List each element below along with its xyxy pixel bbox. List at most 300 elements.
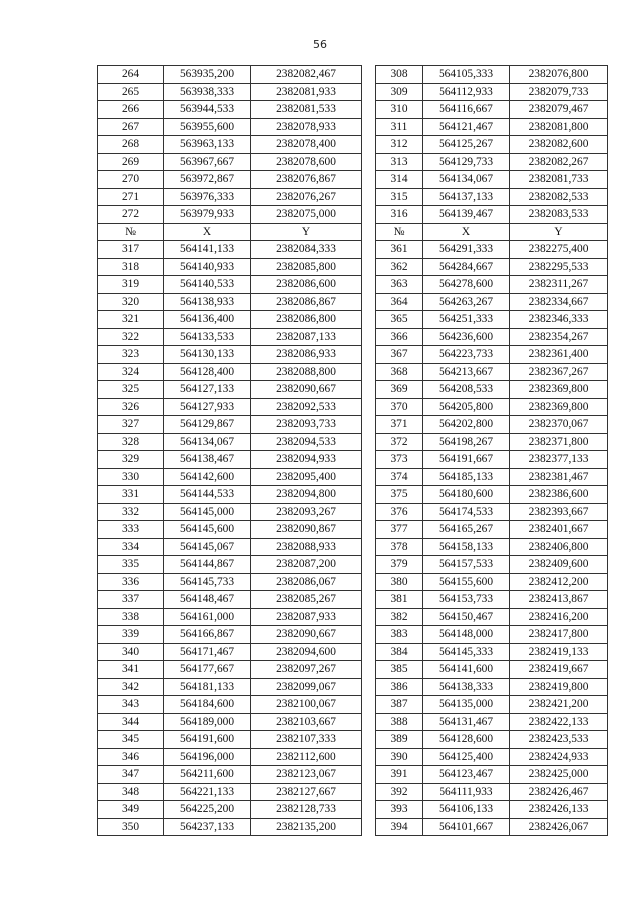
y-header: Y bbox=[251, 223, 362, 241]
table-row bbox=[98, 293, 608, 311]
y-coordinate-cell: 2382275,400 bbox=[510, 241, 608, 259]
x-coordinate-cell: 564166,867 bbox=[164, 626, 251, 644]
point-number-cell: 338 bbox=[98, 608, 164, 626]
x-coordinate-cell: 563935,200 bbox=[164, 66, 251, 84]
point-number-cell: 367 bbox=[376, 346, 423, 364]
y-coordinate-cell: 2382095,400 bbox=[251, 468, 362, 486]
x-coordinate-cell: 564134,067 bbox=[164, 433, 251, 451]
column-gap bbox=[362, 153, 376, 171]
point-number-cell: 383 bbox=[376, 626, 423, 644]
point-number-cell: 371 bbox=[376, 416, 423, 434]
x-coordinate-cell: 564128,600 bbox=[423, 731, 510, 749]
table-row bbox=[98, 188, 608, 206]
column-gap bbox=[362, 556, 376, 574]
y-coordinate-cell: 2382409,600 bbox=[510, 556, 608, 574]
table-row bbox=[98, 153, 608, 171]
point-number-cell: 312 bbox=[376, 136, 423, 154]
x-coordinate-cell: 564141,133 bbox=[164, 241, 251, 259]
y-coordinate-cell: 2382090,867 bbox=[251, 521, 362, 539]
x-coordinate-cell: 563955,600 bbox=[164, 118, 251, 136]
point-number-cell: 330 bbox=[98, 468, 164, 486]
table-row bbox=[98, 521, 608, 539]
point-number-cell: 265 bbox=[98, 83, 164, 101]
point-number-cell: 364 bbox=[376, 293, 423, 311]
point-number-cell: 267 bbox=[98, 118, 164, 136]
y-coordinate-cell: 2382082,600 bbox=[510, 136, 608, 154]
point-number-cell: 268 bbox=[98, 136, 164, 154]
y-coordinate-cell: 2382085,267 bbox=[251, 591, 362, 609]
column-gap bbox=[362, 643, 376, 661]
x-coordinate-cell: 564138,467 bbox=[164, 451, 251, 469]
x-coordinate-cell: 564112,933 bbox=[423, 83, 510, 101]
table-row bbox=[98, 118, 608, 136]
column-gap bbox=[362, 486, 376, 504]
point-number-cell: 370 bbox=[376, 398, 423, 416]
y-coordinate-cell: 2382417,800 bbox=[510, 626, 608, 644]
y-coordinate-cell: 2382426,467 bbox=[510, 783, 608, 801]
table-row bbox=[98, 696, 608, 714]
x-coordinate-cell: 563976,333 bbox=[164, 188, 251, 206]
table-row bbox=[98, 818, 608, 836]
column-gap bbox=[362, 538, 376, 556]
y-coordinate-cell: 2382076,800 bbox=[510, 66, 608, 84]
column-gap bbox=[362, 206, 376, 224]
column-gap bbox=[362, 661, 376, 679]
y-coordinate-cell: 2382090,667 bbox=[251, 381, 362, 399]
y-coordinate-cell: 2382412,200 bbox=[510, 573, 608, 591]
point-number-cell: 373 bbox=[376, 451, 423, 469]
point-number-cell: 314 bbox=[376, 171, 423, 189]
point-number-cell: 392 bbox=[376, 783, 423, 801]
x-coordinate-cell: 564263,267 bbox=[423, 293, 510, 311]
column-gap bbox=[362, 451, 376, 469]
point-number-cell: 348 bbox=[98, 783, 164, 801]
point-number-cell: 335 bbox=[98, 556, 164, 574]
y-coordinate-cell: 2382081,533 bbox=[251, 101, 362, 119]
point-number-cell: 269 bbox=[98, 153, 164, 171]
table-row bbox=[98, 433, 608, 451]
y-coordinate-cell: 2382334,667 bbox=[510, 293, 608, 311]
point-number-cell: 390 bbox=[376, 748, 423, 766]
x-coordinate-cell: 563938,333 bbox=[164, 83, 251, 101]
x-coordinate-cell: 564157,533 bbox=[423, 556, 510, 574]
point-number-cell: 324 bbox=[98, 363, 164, 381]
y-coordinate-cell: 2382088,933 bbox=[251, 538, 362, 556]
x-coordinate-cell: 564291,333 bbox=[423, 241, 510, 259]
table-row bbox=[98, 783, 608, 801]
x-coordinate-cell: 564191,667 bbox=[423, 451, 510, 469]
point-number-cell: 339 bbox=[98, 626, 164, 644]
y-coordinate-cell: 2382078,600 bbox=[251, 153, 362, 171]
point-number-cell: 362 bbox=[376, 258, 423, 276]
table-row bbox=[98, 363, 608, 381]
table-row bbox=[98, 346, 608, 364]
y-coordinate-cell: 2382075,000 bbox=[251, 206, 362, 224]
x-coordinate-cell: 564171,467 bbox=[164, 643, 251, 661]
point-number-cell: 310 bbox=[376, 101, 423, 119]
y-coordinate-cell: 2382082,533 bbox=[510, 188, 608, 206]
column-gap bbox=[362, 731, 376, 749]
x-coordinate-cell: 564153,733 bbox=[423, 591, 510, 609]
y-coordinate-cell: 2382425,000 bbox=[510, 766, 608, 784]
point-number-cell: 387 bbox=[376, 696, 423, 714]
y-coordinate-cell: 2382086,800 bbox=[251, 311, 362, 329]
x-coordinate-cell: 564150,467 bbox=[423, 608, 510, 626]
table-row bbox=[98, 748, 608, 766]
column-gap bbox=[362, 293, 376, 311]
x-coordinate-cell: 564145,600 bbox=[164, 521, 251, 539]
x-coordinate-cell: 564174,533 bbox=[423, 503, 510, 521]
point-number-cell: 376 bbox=[376, 503, 423, 521]
x-coordinate-cell: 564198,267 bbox=[423, 433, 510, 451]
coordinates-table bbox=[97, 65, 608, 836]
table-row bbox=[98, 311, 608, 329]
x-coordinate-cell: 563979,933 bbox=[164, 206, 251, 224]
number-header: № bbox=[376, 223, 423, 241]
x-coordinate-cell: 564127,133 bbox=[164, 381, 251, 399]
y-coordinate-cell: 2382086,867 bbox=[251, 293, 362, 311]
point-number-cell: 336 bbox=[98, 573, 164, 591]
column-gap bbox=[362, 83, 376, 101]
y-coordinate-cell: 2382401,667 bbox=[510, 521, 608, 539]
y-coordinate-cell: 2382127,667 bbox=[251, 783, 362, 801]
table-row bbox=[98, 206, 608, 224]
column-gap bbox=[362, 626, 376, 644]
x-coordinate-cell: 564145,333 bbox=[423, 643, 510, 661]
point-number-cell: 393 bbox=[376, 801, 423, 819]
y-coordinate-cell: 2382135,200 bbox=[251, 818, 362, 836]
y-coordinate-cell: 2382361,400 bbox=[510, 346, 608, 364]
x-coordinate-cell: 564139,467 bbox=[423, 206, 510, 224]
point-number-cell: 388 bbox=[376, 713, 423, 731]
y-coordinate-cell: 2382123,067 bbox=[251, 766, 362, 784]
table-row bbox=[98, 591, 608, 609]
y-coordinate-cell: 2382093,733 bbox=[251, 416, 362, 434]
point-number-cell: 317 bbox=[98, 241, 164, 259]
x-coordinate-cell: 564161,000 bbox=[164, 608, 251, 626]
x-coordinate-cell: 564128,400 bbox=[164, 363, 251, 381]
column-gap bbox=[362, 346, 376, 364]
y-coordinate-cell: 2382082,267 bbox=[510, 153, 608, 171]
x-coordinate-cell: 564129,867 bbox=[164, 416, 251, 434]
y-coordinate-cell: 2382086,067 bbox=[251, 573, 362, 591]
point-number-cell: 319 bbox=[98, 276, 164, 294]
x-coordinate-cell: 564125,267 bbox=[423, 136, 510, 154]
point-number-cell: 368 bbox=[376, 363, 423, 381]
point-number-cell: 341 bbox=[98, 661, 164, 679]
y-coordinate-cell: 2382422,133 bbox=[510, 713, 608, 731]
table-row bbox=[98, 643, 608, 661]
x-coordinate-cell: 564123,467 bbox=[423, 766, 510, 784]
x-coordinate-cell: 564140,533 bbox=[164, 276, 251, 294]
column-gap bbox=[362, 398, 376, 416]
y-coordinate-cell: 2382081,733 bbox=[510, 171, 608, 189]
point-number-cell: 375 bbox=[376, 486, 423, 504]
point-number-cell: 394 bbox=[376, 818, 423, 836]
table-row bbox=[98, 713, 608, 731]
x-coordinate-cell: 564140,933 bbox=[164, 258, 251, 276]
x-coordinate-cell: 563963,133 bbox=[164, 136, 251, 154]
point-number-cell: 264 bbox=[98, 66, 164, 84]
column-gap bbox=[362, 258, 376, 276]
point-number-cell: 332 bbox=[98, 503, 164, 521]
point-number-cell: 365 bbox=[376, 311, 423, 329]
y-coordinate-cell: 2382426,067 bbox=[510, 818, 608, 836]
point-number-cell: 363 bbox=[376, 276, 423, 294]
y-coordinate-cell: 2382426,133 bbox=[510, 801, 608, 819]
point-number-cell: 350 bbox=[98, 818, 164, 836]
x-coordinate-cell: 564141,600 bbox=[423, 661, 510, 679]
table-row bbox=[98, 101, 608, 119]
point-number-cell: 374 bbox=[376, 468, 423, 486]
column-gap bbox=[362, 328, 376, 346]
y-coordinate-cell: 2382421,200 bbox=[510, 696, 608, 714]
table-row bbox=[98, 573, 608, 591]
x-coordinate-cell: 564196,000 bbox=[164, 748, 251, 766]
y-coordinate-cell: 2382079,733 bbox=[510, 83, 608, 101]
point-number-cell: 329 bbox=[98, 451, 164, 469]
point-number-cell: 266 bbox=[98, 101, 164, 119]
y-coordinate-cell: 2382413,867 bbox=[510, 591, 608, 609]
table-row bbox=[98, 538, 608, 556]
point-number-cell: 391 bbox=[376, 766, 423, 784]
x-coordinate-cell: 564111,933 bbox=[423, 783, 510, 801]
y-coordinate-cell: 2382423,533 bbox=[510, 731, 608, 749]
y-coordinate-cell: 2382128,733 bbox=[251, 801, 362, 819]
point-number-cell: 366 bbox=[376, 328, 423, 346]
table-row bbox=[98, 608, 608, 626]
y-coordinate-cell: 2382093,267 bbox=[251, 503, 362, 521]
column-gap bbox=[362, 136, 376, 154]
y-coordinate-cell: 2382078,933 bbox=[251, 118, 362, 136]
point-number-cell: 308 bbox=[376, 66, 423, 84]
y-coordinate-cell: 2382099,067 bbox=[251, 678, 362, 696]
point-number-cell: 382 bbox=[376, 608, 423, 626]
y-coordinate-cell: 2382079,467 bbox=[510, 101, 608, 119]
y-coordinate-cell: 2382371,800 bbox=[510, 433, 608, 451]
x-coordinate-cell: 564142,600 bbox=[164, 468, 251, 486]
point-number-cell: 316 bbox=[376, 206, 423, 224]
table-row bbox=[98, 398, 608, 416]
point-number-cell: 325 bbox=[98, 381, 164, 399]
point-number-cell: 347 bbox=[98, 766, 164, 784]
table-row bbox=[98, 416, 608, 434]
y-coordinate-cell: 2382082,467 bbox=[251, 66, 362, 84]
point-number-cell: 384 bbox=[376, 643, 423, 661]
y-coordinate-cell: 2382081,933 bbox=[251, 83, 362, 101]
column-gap bbox=[362, 713, 376, 731]
y-coordinate-cell: 2382419,800 bbox=[510, 678, 608, 696]
y-coordinate-cell: 2382377,133 bbox=[510, 451, 608, 469]
x-coordinate-cell: 564223,733 bbox=[423, 346, 510, 364]
table-row bbox=[98, 661, 608, 679]
x-coordinate-cell: 564144,867 bbox=[164, 556, 251, 574]
y-coordinate-cell: 2382087,133 bbox=[251, 328, 362, 346]
x-coordinate-cell: 564165,267 bbox=[423, 521, 510, 539]
table-row bbox=[98, 503, 608, 521]
y-coordinate-cell: 2382419,133 bbox=[510, 643, 608, 661]
point-number-cell: 385 bbox=[376, 661, 423, 679]
point-number-cell: 334 bbox=[98, 538, 164, 556]
point-number-cell: 323 bbox=[98, 346, 164, 364]
point-number-cell: 345 bbox=[98, 731, 164, 749]
column-gap bbox=[362, 381, 376, 399]
x-coordinate-cell: 564136,400 bbox=[164, 311, 251, 329]
y-coordinate-cell: 2382086,933 bbox=[251, 346, 362, 364]
x-coordinate-cell: 564116,667 bbox=[423, 101, 510, 119]
table-row bbox=[98, 83, 608, 101]
column-gap bbox=[362, 118, 376, 136]
x-coordinate-cell: 564177,667 bbox=[164, 661, 251, 679]
column-gap bbox=[362, 416, 376, 434]
x-coordinate-cell: 564133,533 bbox=[164, 328, 251, 346]
column-gap bbox=[362, 783, 376, 801]
y-coordinate-cell: 2382100,067 bbox=[251, 696, 362, 714]
y-coordinate-cell: 2382092,533 bbox=[251, 398, 362, 416]
x-coordinate-cell: 564135,000 bbox=[423, 696, 510, 714]
point-number-cell: 380 bbox=[376, 573, 423, 591]
table-row bbox=[98, 66, 608, 84]
x-coordinate-cell: 564105,333 bbox=[423, 66, 510, 84]
y-coordinate-cell: 2382367,267 bbox=[510, 363, 608, 381]
point-number-cell: 328 bbox=[98, 433, 164, 451]
y-coordinate-cell: 2382381,467 bbox=[510, 468, 608, 486]
x-coordinate-cell: 564221,133 bbox=[164, 783, 251, 801]
column-gap bbox=[362, 503, 376, 521]
point-number-cell: 378 bbox=[376, 538, 423, 556]
y-coordinate-cell: 2382370,067 bbox=[510, 416, 608, 434]
point-number-cell: 342 bbox=[98, 678, 164, 696]
table-row bbox=[98, 136, 608, 154]
x-coordinate-cell: 563944,533 bbox=[164, 101, 251, 119]
x-coordinate-cell: 564158,133 bbox=[423, 538, 510, 556]
y-coordinate-cell: 2382083,533 bbox=[510, 206, 608, 224]
y-coordinate-cell: 2382406,800 bbox=[510, 538, 608, 556]
y-coordinate-cell: 2382369,800 bbox=[510, 398, 608, 416]
x-coordinate-cell: 564237,133 bbox=[164, 818, 251, 836]
x-coordinate-cell: 563967,667 bbox=[164, 153, 251, 171]
x-coordinate-cell: 564225,200 bbox=[164, 801, 251, 819]
point-number-cell: 270 bbox=[98, 171, 164, 189]
point-number-cell: 318 bbox=[98, 258, 164, 276]
y-coordinate-cell: 2382386,600 bbox=[510, 486, 608, 504]
y-coordinate-cell: 2382076,267 bbox=[251, 188, 362, 206]
point-number-cell: 379 bbox=[376, 556, 423, 574]
point-number-cell: 377 bbox=[376, 521, 423, 539]
x-coordinate-cell: 564148,000 bbox=[423, 626, 510, 644]
point-number-cell: 346 bbox=[98, 748, 164, 766]
column-gap bbox=[362, 573, 376, 591]
table-row bbox=[98, 486, 608, 504]
y-coordinate-cell: 2382419,667 bbox=[510, 661, 608, 679]
x-coordinate-cell: 564180,600 bbox=[423, 486, 510, 504]
table-row bbox=[98, 381, 608, 399]
y-header: Y bbox=[510, 223, 608, 241]
column-gap bbox=[362, 276, 376, 294]
x-header: X bbox=[423, 223, 510, 241]
x-coordinate-cell: 564189,000 bbox=[164, 713, 251, 731]
y-coordinate-cell: 2382354,267 bbox=[510, 328, 608, 346]
table-row bbox=[98, 731, 608, 749]
x-coordinate-cell: 564184,600 bbox=[164, 696, 251, 714]
table-row bbox=[98, 328, 608, 346]
point-number-cell: 322 bbox=[98, 328, 164, 346]
table-row bbox=[98, 171, 608, 189]
column-gap bbox=[362, 223, 376, 241]
point-number-cell: 271 bbox=[98, 188, 164, 206]
column-gap bbox=[362, 433, 376, 451]
point-number-cell: 309 bbox=[376, 83, 423, 101]
y-coordinate-cell: 2382076,867 bbox=[251, 171, 362, 189]
y-coordinate-cell: 2382084,333 bbox=[251, 241, 362, 259]
x-coordinate-cell: 564130,133 bbox=[164, 346, 251, 364]
x-coordinate-cell: 564236,600 bbox=[423, 328, 510, 346]
column-gap bbox=[362, 468, 376, 486]
x-coordinate-cell: 564131,467 bbox=[423, 713, 510, 731]
x-coordinate-cell: 564129,733 bbox=[423, 153, 510, 171]
y-coordinate-cell: 2382107,333 bbox=[251, 731, 362, 749]
y-coordinate-cell: 2382085,800 bbox=[251, 258, 362, 276]
x-coordinate-cell: 564145,067 bbox=[164, 538, 251, 556]
x-coordinate-cell: 564121,467 bbox=[423, 118, 510, 136]
point-number-cell: 321 bbox=[98, 311, 164, 329]
x-coordinate-cell: 564125,400 bbox=[423, 748, 510, 766]
y-coordinate-cell: 2382393,667 bbox=[510, 503, 608, 521]
x-coordinate-cell: 564145,000 bbox=[164, 503, 251, 521]
column-gap bbox=[362, 678, 376, 696]
table-row bbox=[98, 276, 608, 294]
x-coordinate-cell: 564211,600 bbox=[164, 766, 251, 784]
point-number-cell: 343 bbox=[98, 696, 164, 714]
table-header-row bbox=[98, 223, 608, 241]
y-coordinate-cell: 2382090,667 bbox=[251, 626, 362, 644]
x-coordinate-cell: 564181,133 bbox=[164, 678, 251, 696]
y-coordinate-cell: 2382094,933 bbox=[251, 451, 362, 469]
x-coordinate-cell: 564106,133 bbox=[423, 801, 510, 819]
y-coordinate-cell: 2382094,533 bbox=[251, 433, 362, 451]
table-row bbox=[98, 766, 608, 784]
y-coordinate-cell: 2382103,667 bbox=[251, 713, 362, 731]
y-coordinate-cell: 2382087,200 bbox=[251, 556, 362, 574]
column-gap bbox=[362, 363, 376, 381]
column-gap bbox=[362, 748, 376, 766]
column-gap bbox=[362, 696, 376, 714]
x-coordinate-cell: 564191,600 bbox=[164, 731, 251, 749]
point-number-cell: 311 bbox=[376, 118, 423, 136]
point-number-cell: 272 bbox=[98, 206, 164, 224]
table-row bbox=[98, 678, 608, 696]
column-gap bbox=[362, 766, 376, 784]
column-gap bbox=[362, 801, 376, 819]
x-coordinate-cell: 564134,067 bbox=[423, 171, 510, 189]
point-number-cell: 349 bbox=[98, 801, 164, 819]
table-row bbox=[98, 258, 608, 276]
number-header: № bbox=[98, 223, 164, 241]
y-coordinate-cell: 2382078,400 bbox=[251, 136, 362, 154]
x-coordinate-cell: 564144,533 bbox=[164, 486, 251, 504]
point-number-cell: 361 bbox=[376, 241, 423, 259]
point-number-cell: 333 bbox=[98, 521, 164, 539]
x-coordinate-cell: 564284,667 bbox=[423, 258, 510, 276]
y-coordinate-cell: 2382311,267 bbox=[510, 276, 608, 294]
x-coordinate-cell: 564278,600 bbox=[423, 276, 510, 294]
y-coordinate-cell: 2382346,333 bbox=[510, 311, 608, 329]
x-coordinate-cell: 564208,533 bbox=[423, 381, 510, 399]
x-coordinate-cell: 564205,800 bbox=[423, 398, 510, 416]
y-coordinate-cell: 2382094,600 bbox=[251, 643, 362, 661]
x-coordinate-cell: 564185,133 bbox=[423, 468, 510, 486]
page-number: 56 bbox=[313, 38, 327, 51]
